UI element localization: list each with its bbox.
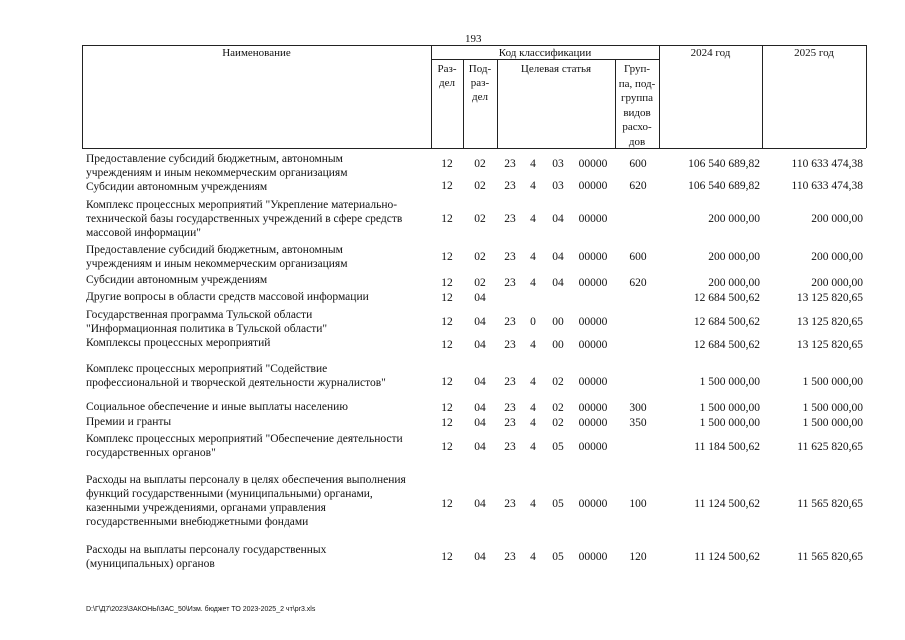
amount-2025-cell: 110 633 474,38: [791, 158, 863, 170]
podrazdel-cell: 02: [474, 213, 486, 225]
row-name: [86, 432, 438, 460]
podrazdel-cell: 04: [474, 339, 486, 351]
target-program-cell: 23: [504, 213, 516, 225]
razdel-cell: 12: [441, 292, 453, 304]
expense-type-cell: 620: [629, 180, 647, 192]
amount-2024-cell: 11 184 500,62: [694, 441, 760, 453]
expense-type-cell: 300: [629, 402, 647, 414]
amount-2024-cell: 11 124 500,62: [694, 551, 760, 563]
target-program-cell: 23: [504, 498, 516, 510]
file-path-footer: D:\Г\Д7\2023\ЗАКОНЫ\ЗАС_50\Изм. бюджет ТО 2023-2025_2 чт\pr3.xls: [86, 606, 316, 613]
target-program-cell: 23: [504, 158, 516, 170]
header-target-article: Целевая статья: [520, 63, 592, 75]
row-name-line: Комплекс процессных мероприятий "Обеспечение деятельности: [86, 433, 403, 445]
amount-2024-cell: 1 500 000,00: [699, 417, 760, 429]
target-program-cell: 23: [504, 417, 516, 429]
target-type-cell: 4: [530, 339, 536, 351]
target-subtype-cell: 05: [552, 498, 564, 510]
row-name: [86, 273, 438, 287]
podrazdel-cell: 02: [474, 251, 486, 263]
podrazdel-cell: 04: [474, 417, 486, 429]
target-subtype-cell: 02: [552, 417, 564, 429]
target-direction-cell: 00000: [578, 498, 608, 510]
row-name: [86, 290, 438, 304]
target-program-cell: 23: [504, 251, 516, 263]
row-name: [86, 543, 438, 571]
target-type-cell: 4: [530, 158, 536, 170]
target-subtype-cell: 04: [552, 213, 564, 225]
razdel-cell: 12: [441, 251, 453, 263]
podrazdel-cell: 04: [474, 376, 486, 388]
razdel-cell: 12: [441, 551, 453, 563]
amount-2024-cell: 200 000,00: [708, 277, 760, 289]
row-name: [86, 198, 438, 240]
row-name-line: Расходы на выплаты персоналу государственных: [86, 544, 327, 556]
row-name-line: "Информационная политика в Тульской области": [86, 323, 328, 335]
podrazdel-cell: 04: [474, 402, 486, 414]
target-direction-cell: 00000: [578, 376, 608, 388]
target-type-cell: 4: [530, 417, 536, 429]
target-direction-cell: 00000: [578, 316, 608, 328]
target-program-cell: 23: [504, 277, 516, 289]
razdel-cell: 12: [441, 402, 453, 414]
row-name-line: Комплексы процессных мероприятий: [86, 337, 271, 349]
amount-2025-cell: 13 125 820,65: [796, 292, 863, 304]
amount-2025-cell: 1 500 000,00: [802, 376, 863, 388]
target-program-cell: 23: [504, 402, 516, 414]
target-subtype-cell: 03: [552, 180, 564, 192]
row-name-line: учреждениям и иным некоммерческим организациям: [86, 167, 348, 179]
row-name-line: учреждениям и иным некоммерческим организациям: [86, 258, 348, 270]
row-name-line: функций государственными (муниципальными) органами,: [86, 488, 373, 500]
razdel-cell: 12: [441, 158, 453, 170]
podrazdel-cell: 04: [474, 292, 486, 304]
target-type-cell: 4: [530, 441, 536, 453]
target-type-cell: 4: [530, 277, 536, 289]
target-type-cell: 0: [530, 316, 536, 328]
row-name-line: государственными внебюджетными фондами: [86, 516, 309, 528]
razdel-cell: 12: [441, 180, 453, 192]
podrazdel-cell: 02: [474, 180, 486, 192]
row-name-line: массовой информации": [86, 227, 201, 239]
expense-type-cell: 620: [629, 277, 647, 289]
amount-2024-cell: 12 684 500,62: [693, 316, 760, 328]
row-name-line: Предоставление субсидий бюджетным, автономным: [86, 244, 343, 256]
razdel-cell: 12: [441, 441, 453, 453]
header-name: Наименование: [222, 47, 291, 59]
target-program-cell: 23: [504, 339, 516, 351]
razdel-cell: 12: [441, 316, 453, 328]
row-name: [86, 415, 438, 429]
target-subtype-cell: 02: [552, 402, 564, 414]
amount-2025-cell: 1 500 000,00: [802, 417, 863, 429]
amount-2024-cell: 1 500 000,00: [699, 402, 760, 414]
target-type-cell: 4: [530, 251, 536, 263]
target-subtype-cell: 04: [552, 251, 564, 263]
target-direction-cell: 00000: [578, 417, 608, 429]
amount-2024-cell: 106 540 689,82: [688, 180, 760, 192]
amount-2025-cell: 13 125 820,65: [796, 339, 863, 351]
amount-2025-cell: 11 625 820,65: [797, 441, 863, 453]
target-program-cell: 23: [504, 180, 516, 192]
razdel-cell: 12: [441, 213, 453, 225]
row-name: [86, 473, 438, 529]
podrazdel-cell: 04: [474, 441, 486, 453]
target-direction-cell: 00000: [578, 251, 608, 263]
target-subtype-cell: 05: [552, 441, 564, 453]
target-type-cell: 4: [530, 180, 536, 192]
row-name-line: профессиональной и творческой деятельности журналистов": [86, 377, 386, 389]
row-name-line: технической базы государственных учреждений в сфере средств: [86, 213, 403, 225]
row-name: [86, 308, 438, 336]
expense-type-cell: 600: [629, 158, 647, 170]
podrazdel-cell: 04: [474, 316, 486, 328]
header-podrazdel: Под- раз- дел: [468, 63, 492, 103]
amount-2024-cell: 200 000,00: [708, 213, 760, 225]
row-name: [86, 362, 438, 390]
row-name-line: Комплекс процессных мероприятий "Содействие: [86, 363, 328, 375]
amount-2024-cell: 106 540 689,82: [688, 158, 760, 170]
row-name: [86, 243, 438, 271]
target-subtype-cell: 00: [552, 316, 564, 328]
row-name-line: Расходы на выплаты персоналу в целях обеспечения выполнения: [86, 474, 406, 486]
expense-type-cell: 600: [629, 251, 647, 263]
amount-2024-cell: 12 684 500,62: [693, 292, 760, 304]
podrazdel-cell: 04: [474, 551, 486, 563]
page-number: 193: [465, 33, 482, 45]
amount-2025-cell: 13 125 820,65: [796, 316, 863, 328]
header-razdel: Раз- дел: [437, 63, 457, 89]
amount-2025-cell: 200 000,00: [811, 277, 863, 289]
row-name-line: Субсидии автономным учреждениям: [86, 181, 268, 193]
target-direction-cell: 00000: [578, 277, 608, 289]
podrazdel-cell: 04: [474, 498, 486, 510]
target-type-cell: 4: [530, 402, 536, 414]
razdel-cell: 12: [441, 376, 453, 388]
target-direction-cell: 00000: [578, 551, 608, 563]
target-subtype-cell: 00: [552, 339, 564, 351]
row-name-line: государственных органов": [86, 447, 216, 459]
row-name-line: Комплекс процессных мероприятий "Укрепление материально-: [86, 199, 398, 211]
target-subtype-cell: 03: [552, 158, 564, 170]
expense-type-cell: 120: [629, 551, 647, 563]
row-name-line: Премии и гранты: [86, 416, 172, 428]
row-name-line: Государственная программа Тульской области: [86, 309, 313, 321]
target-subtype-cell: 04: [552, 277, 564, 289]
podrazdel-cell: 02: [474, 277, 486, 289]
amount-2025-cell: 200 000,00: [811, 213, 863, 225]
target-type-cell: 4: [530, 498, 536, 510]
header-2024: 2024 год: [690, 47, 731, 59]
target-subtype-cell: 05: [552, 551, 564, 563]
amount-2024-cell: 1 500 000,00: [699, 376, 760, 388]
amount-2024-cell: 200 000,00: [708, 251, 760, 263]
expense-type-cell: 100: [629, 498, 647, 510]
target-program-cell: 23: [504, 441, 516, 453]
amount-2025-cell: 11 565 820,65: [797, 551, 863, 563]
target-direction-cell: 00000: [578, 213, 608, 225]
razdel-cell: 12: [441, 498, 453, 510]
target-direction-cell: 00000: [578, 441, 608, 453]
target-direction-cell: 00000: [578, 339, 608, 351]
target-program-cell: 23: [504, 376, 516, 388]
header-expense-group: Груп- па, под- группа видов расхо- дов: [618, 63, 656, 148]
razdel-cell: 12: [441, 339, 453, 351]
target-direction-cell: 00000: [578, 402, 608, 414]
podrazdel-cell: 02: [474, 158, 486, 170]
row-name-line: Социальное обеспечение и иные выплаты населению: [86, 401, 348, 413]
amount-2025-cell: 11 565 820,65: [797, 498, 863, 510]
target-type-cell: 4: [530, 376, 536, 388]
amount-2025-cell: 1 500 000,00: [802, 402, 863, 414]
row-name-line: Другие вопросы в области средств массовой информации: [86, 291, 369, 303]
amount-2024-cell: 11 124 500,62: [694, 498, 760, 510]
header-code: Код классификации: [498, 47, 592, 59]
target-type-cell: 4: [530, 551, 536, 563]
razdel-cell: 12: [441, 277, 453, 289]
header-2025: 2025 год: [794, 47, 834, 59]
target-program-cell: 23: [504, 316, 516, 328]
target-subtype-cell: 02: [552, 376, 564, 388]
row-name: [86, 152, 438, 180]
row-name: [86, 400, 438, 414]
target-program-cell: 23: [504, 551, 516, 563]
row-name: [86, 336, 438, 350]
target-direction-cell: 00000: [578, 158, 608, 170]
amount-2025-cell: 200 000,00: [811, 251, 863, 263]
row-name: [86, 180, 438, 194]
amount-2024-cell: 12 684 500,62: [693, 339, 760, 351]
target-type-cell: 4: [530, 213, 536, 225]
row-name-line: казенными учреждениями, органами управления: [86, 502, 326, 514]
razdel-cell: 12: [441, 417, 453, 429]
row-name-line: Предоставление субсидий бюджетным, автономным: [86, 153, 343, 165]
row-name-line: (муниципальных) органов: [86, 558, 215, 570]
amount-2025-cell: 110 633 474,38: [791, 180, 863, 192]
target-direction-cell: 00000: [578, 180, 608, 192]
expense-type-cell: 350: [629, 417, 647, 429]
row-name-line: Субсидии автономным учреждениям: [86, 274, 268, 286]
